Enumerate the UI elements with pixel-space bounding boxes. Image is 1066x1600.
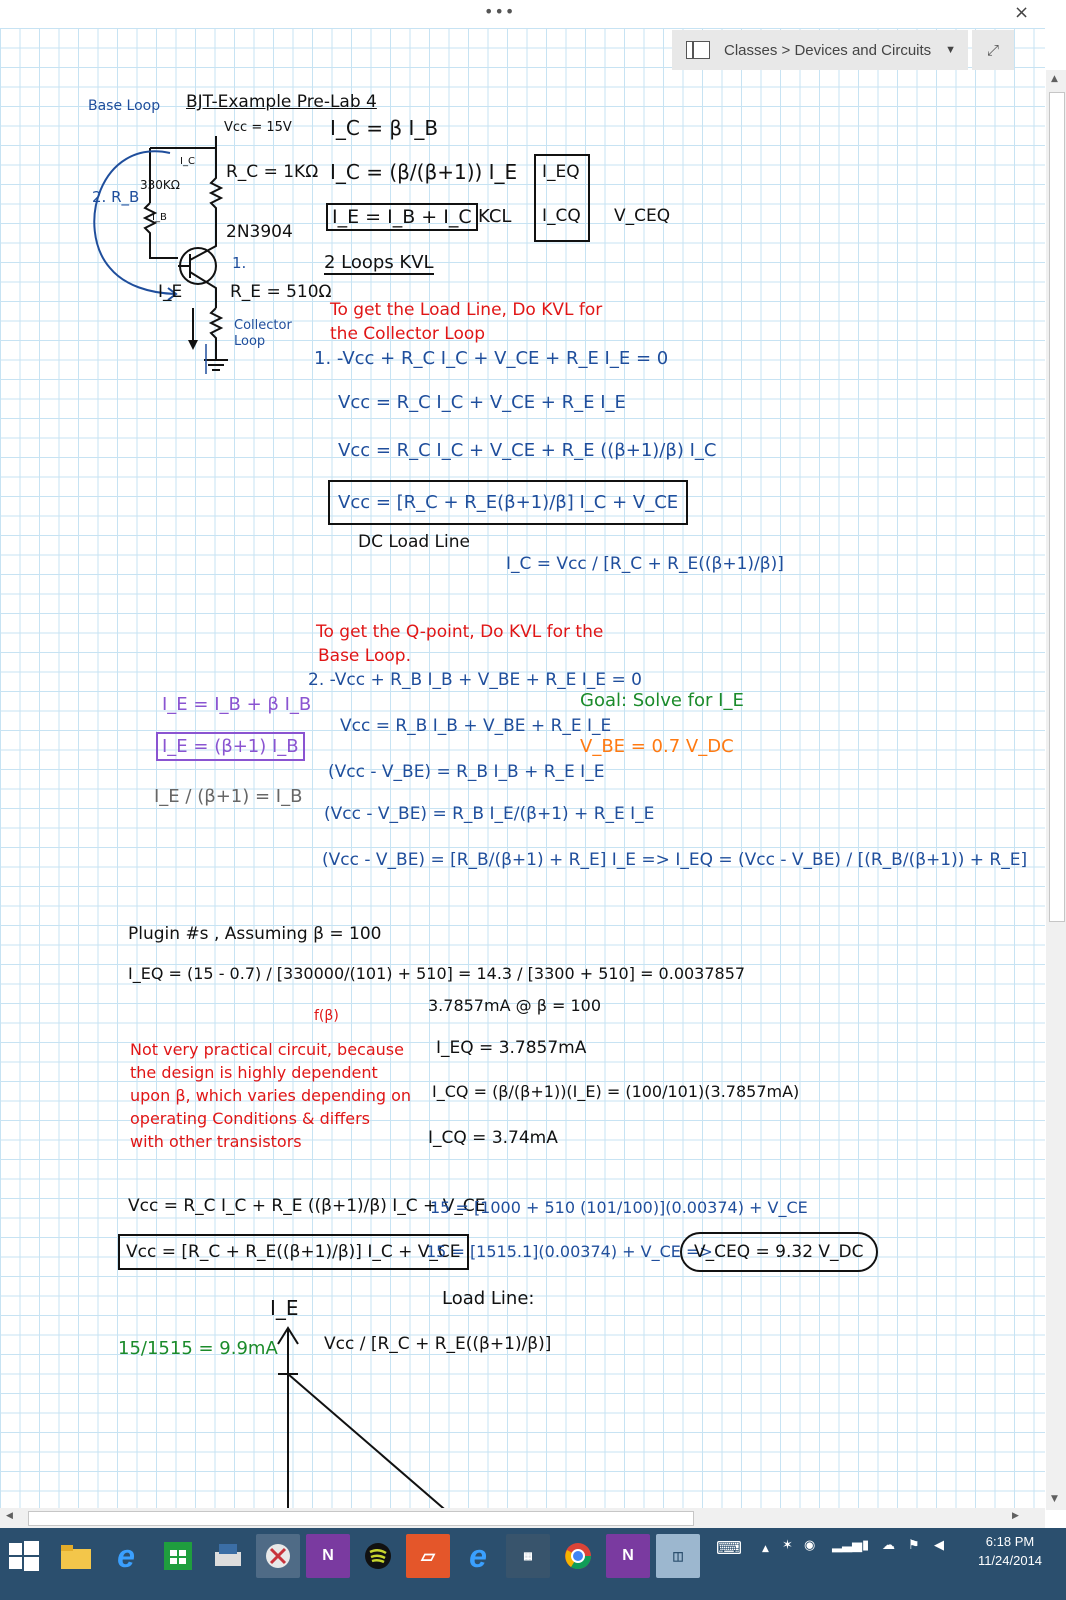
kvl-collector-1: 1. -Vcc + R_C I_C + V_CE + R_E I_E = 0 [314,348,669,369]
clock-time: 6:18 PM [985,1534,1035,1549]
remote-desktop-icon[interactable]: ◫ [656,1534,700,1578]
icq-calculation: I_CQ = (β/(β+1))(I_E) = (100/101)(3.7857mA) [432,1082,800,1101]
vcc-label: Vcc = 15V [224,120,292,135]
note-title: BJT-Example Pre-Lab 4 [186,92,377,112]
ic-load-line-equation: I_C = Vcc / [R_C + R_E((β+1)/β)] [506,554,784,574]
chevron-down-icon[interactable]: ▼ [945,44,957,56]
chrome-icon[interactable] [556,1534,600,1578]
red-practical-line-4: operating Conditions & differs [130,1109,370,1128]
vbe-note: V_BE = 0.7 V_DC [580,736,734,757]
green-ratio: 15/1515 = 9.9mA [118,1338,278,1359]
tray-expand-icon[interactable]: ▲ [762,1544,769,1554]
rc-label: R_C = 1KΩ [226,162,319,182]
ic-equation: I_C = β I_B [330,116,439,140]
substitution-1: 15 = [1000 + 510 (101/100)](0.00374) + V_CE [430,1198,808,1217]
title-bar [0,0,1066,28]
scroll-down-icon[interactable]: ▼ [1051,1494,1058,1504]
box-icq: I_CQ [542,206,581,226]
red-practical-note [130,1038,411,1153]
load-line-fraction: Vcc / [R_C + R_E((β+1)/β)] [324,1334,552,1354]
kvl-collector-boxed: Vcc = [R_C + R_E(β+1)/β] I_C + V_CE [328,480,688,525]
ic-beta-equation: I_C = (β/(β+1)) I_E [330,160,518,184]
signal-icon[interactable]: ▂▃▅ [832,1538,862,1553]
ieq-calculation: I_EQ = (15 - 0.7) / [330000/(101) + 510] = 14.3 / [3300 + 510] = 0.0037857 [128,964,746,983]
more-options-icon[interactable]: ••• [484,2,516,21]
devices-icon[interactable] [206,1534,250,1578]
gray-ib-equation: I_E / (β+1) = I_B [154,786,303,807]
purple-equation-boxed: I_E = (β+1) I_B [156,732,305,761]
red-practical-line-5: with other transistors [130,1132,302,1151]
vertical-scroll-thumb[interactable] [1049,92,1065,922]
internet-explorer-2-icon[interactable]: e [469,1537,487,1574]
loop-1-label: 1. [232,254,247,272]
file-explorer-icon[interactable] [54,1534,98,1578]
kvl-base-2: Vcc = R_B I_B + V_BE + R_E I_E [340,716,612,736]
transistor-label: 2N3904 [226,222,293,242]
horizontal-scroll-thumb[interactable] [28,1511,694,1526]
substitution-2: 15 = [1515.1](0.00374) + V_CE => [426,1242,713,1261]
red-note-q-point-1: To get the Q-point, Do KVL for the [316,622,604,642]
ieq-milliamps: 3.7857mA @ β = 100 [428,996,602,1015]
goal-note: Goal: Solve for I_E [580,690,744,711]
kvl-base-5: (Vcc - V_BE) = [R_B/(β+1) + R_E] I_E => I_EQ = (Vcc - V_BE) / [(R_B/(β+1)) + R_E] [322,850,1028,870]
box-ieq: I_EQ [542,162,580,182]
start-icon[interactable] [2,1534,46,1578]
kvl-base-4: (Vcc - V_BE) = R_B I_E/(β+1) + R_E I_E [324,804,655,824]
scroll-up-icon[interactable]: ▲ [1051,74,1058,84]
icq-value: I_CQ = 3.74mA [428,1128,558,1148]
spotify-tray-icon[interactable]: ◉ [804,1538,816,1553]
ieq-value: I_EQ = 3.7857mA [436,1038,587,1058]
kvl-collector-3: Vcc = R_C I_C + V_CE + R_E ((β+1)/β) I_C [338,440,717,461]
rb-value: 330KΩ [140,178,180,192]
action-center-icon[interactable]: ⚑ [908,1538,920,1553]
vceq-label: V_CEQ [614,206,671,226]
ie-axis-label: I_E [270,1296,299,1320]
onenote-2-icon[interactable]: N [306,1534,350,1578]
red-note-q-point-2: Base Loop. [318,646,411,666]
clock-date: 11/24/2014 [977,1553,1043,1568]
rb-label: 2. R_B [92,188,140,206]
kcl-label: KCL [478,206,512,227]
office-icon[interactable]: ▱ [406,1534,450,1578]
purple-equation-1: I_E = I_B + β I_B [162,694,312,715]
ib-label: I_B [152,212,167,223]
base-loop-label: Base Loop [88,98,161,114]
kvl-collector-2: Vcc = R_C I_C + V_CE + R_E I_E [338,392,626,413]
onenote-icon[interactable]: N [606,1534,650,1578]
re-label: R_E = 510Ω [230,282,332,302]
box-ieq-icq [534,154,590,242]
keyboard-icon[interactable]: ⌨ [716,1538,742,1559]
two-loops-label: 2 Loops KVL [324,252,434,273]
spotify-icon[interactable] [356,1534,400,1578]
vceq-result: V_CEQ = 9.32 V_DC [680,1232,878,1272]
internet-explorer-icon[interactable]: e [117,1537,135,1574]
scroll-left-icon[interactable]: ◀ [6,1511,13,1521]
load-line-label: Load Line: [442,1288,535,1309]
red-note-load-line-1: To get the Load Line, Do KVL for [330,300,603,320]
vertical-scrollbar[interactable] [1046,70,1066,1510]
breadcrumb-text: Classes > Devices and Circuits [724,41,932,59]
calculator-icon[interactable]: ▦ [506,1534,550,1578]
volume-icon[interactable]: ◀ [934,1538,944,1553]
ie-arrow-label: I_E [158,282,183,302]
cloud-icon[interactable]: ☁ [882,1538,895,1553]
red-practical-line-3: upon β, which varies depending on [130,1086,412,1105]
clock[interactable] [962,1532,1058,1570]
red-note-load-line-2: the Collector Loop [330,324,486,344]
taskbar [0,1528,1066,1600]
vcc-equation-1: Vcc = R_C I_C + R_E ((β+1)/β) I_C + V_CE [128,1196,486,1216]
kvl-base-1: 2. -Vcc + R_B I_B + V_BE + R_E I_E = 0 [308,670,642,690]
notebook-breadcrumb[interactable] [672,30,968,70]
scroll-right-icon[interactable]: ▶ [1012,1511,1019,1521]
bluetooth-icon[interactable]: ✶ [782,1538,793,1553]
load-line-graph [270,1324,730,1510]
ie-kcl-equation: I_E = I_B + I_C [326,203,478,231]
notebook-icon [686,41,710,59]
vcc-equation-boxed: Vcc = [R_C + R_E((β+1)/β)] I_C + V_CE [118,1234,469,1270]
expand-icon[interactable]: ⤢ [972,30,1014,70]
note-canvas[interactable] [0,28,1045,1510]
close-button[interactable]: × [1014,2,1030,23]
red-practical-line-1: Not very practical circuit, because [130,1040,404,1059]
battery-icon[interactable]: ▮ [862,1538,870,1553]
ic-current-label: I_C [180,156,195,167]
snipping-tool-icon[interactable] [256,1534,300,1578]
f-beta-note: f(β) [314,1008,339,1024]
kvl-base-3: (Vcc - V_BE) = R_B I_B + R_E I_E [328,762,605,782]
collector-loop-label: Collector Loop [234,318,292,349]
red-practical-line-2: the design is highly dependent [130,1063,378,1082]
plugin-note: Plugin #s , Assuming β = 100 [128,924,382,944]
dc-load-line-label: DC Load Line [358,532,470,552]
store-icon[interactable] [156,1534,200,1578]
horizontal-scrollbar[interactable] [0,1508,1045,1528]
